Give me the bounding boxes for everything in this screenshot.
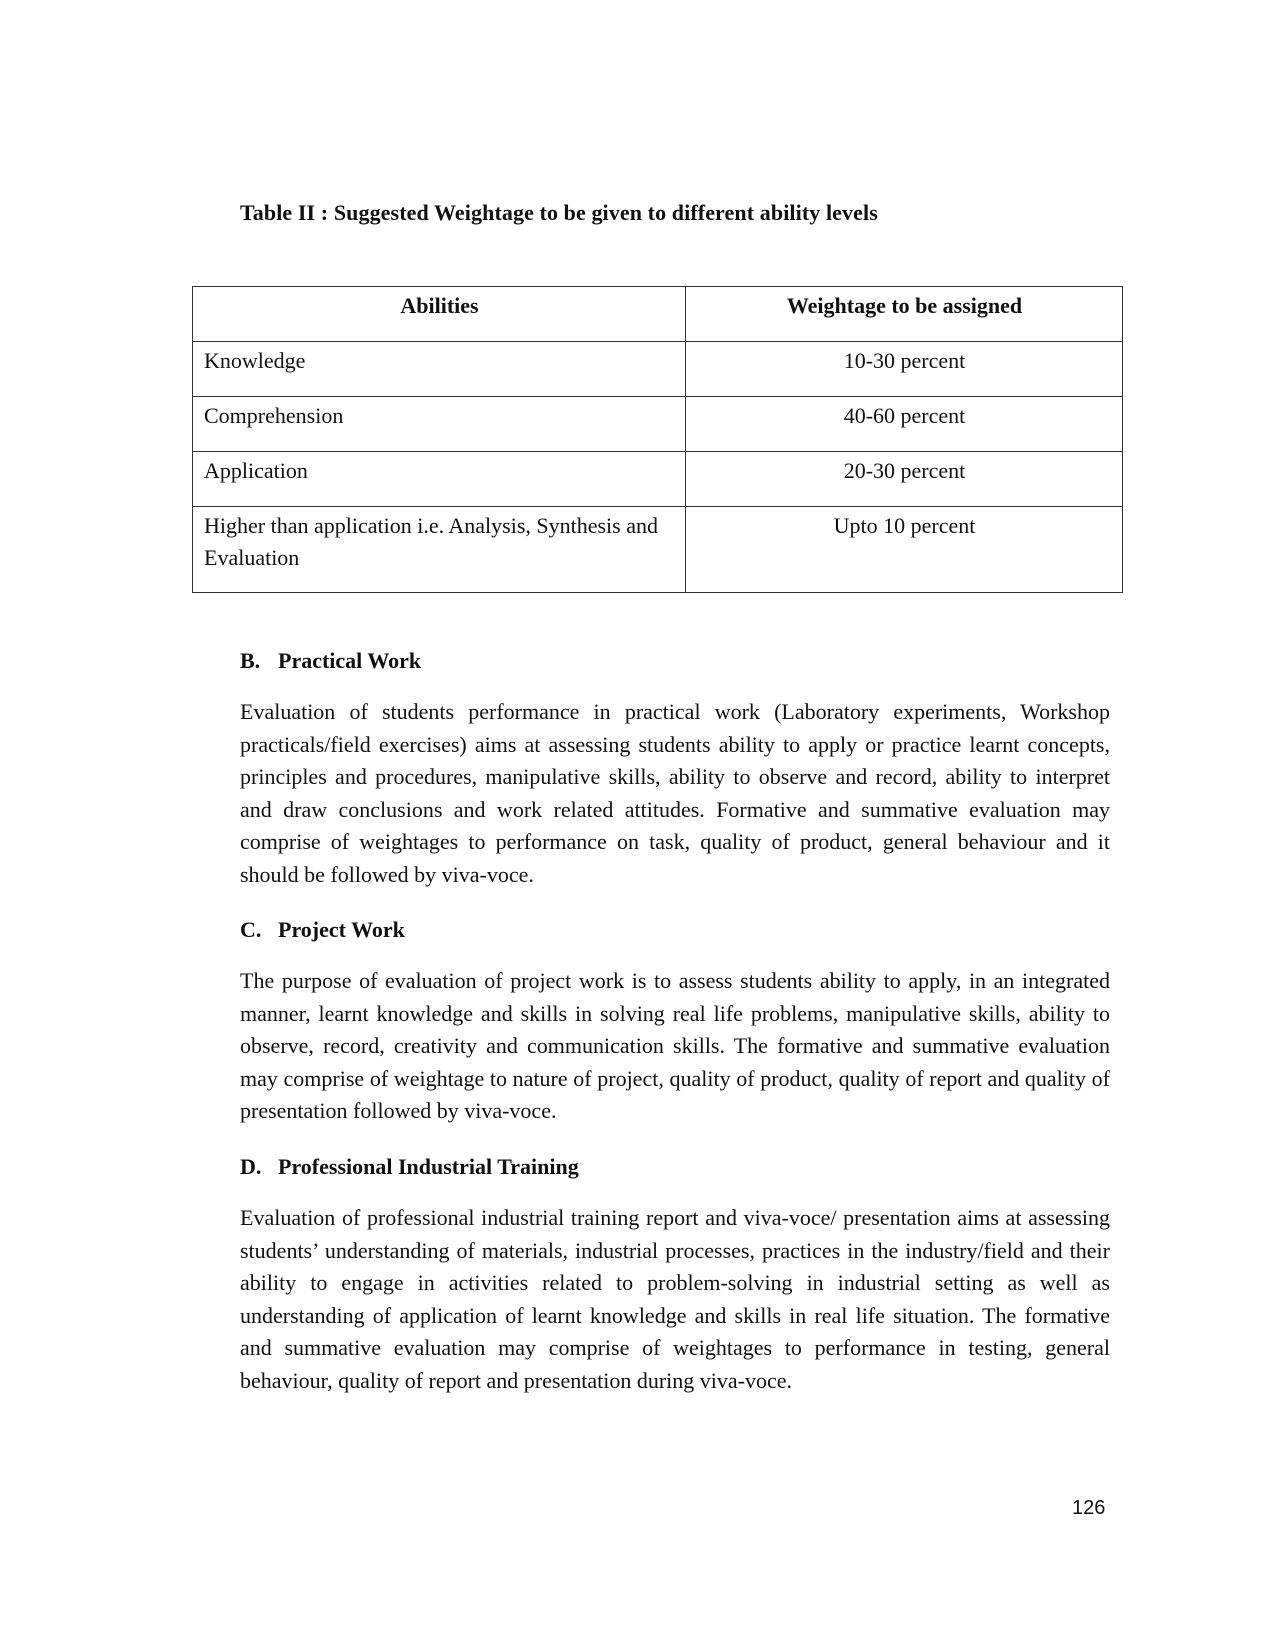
ability-cell: Comprehension xyxy=(193,397,686,452)
section-title: Practical Work xyxy=(278,648,422,673)
weightage-table xyxy=(192,286,1123,593)
weightage-cell: Upto 10 percent xyxy=(686,507,1123,593)
column-header-abilities: Abilities xyxy=(193,287,686,342)
page-number: 126 xyxy=(1072,1497,1106,1519)
weightage-cell: 10-30 percent xyxy=(686,342,1123,397)
section-heading xyxy=(240,914,1110,946)
section-heading xyxy=(240,1151,1110,1183)
ability-cell: Application xyxy=(193,452,686,507)
table-row xyxy=(193,507,1123,593)
weightage-cell: 20-30 percent xyxy=(686,452,1123,507)
section-practical-work xyxy=(240,645,1110,892)
table-row xyxy=(193,342,1123,397)
table-row xyxy=(193,452,1123,507)
weightage-cell: 40-60 percent xyxy=(686,397,1123,452)
section-body: Evaluation of students performance in practical work (Laboratory experiments, Workshop practicals/field exercises) aims at assessing students ability to apply or practice learnt concepts, principles and procedures, manipulative skills, ability to observe and record, ability to interpret and draw conclusions and work related attitudes. Formative and summative evaluation may comprise of weightages to performance on task, quality of product, general behaviour and it should be followed by viva-voce. xyxy=(240,699,1110,887)
section-letter: C. xyxy=(240,917,262,942)
section-letter: B. xyxy=(240,648,261,673)
table-title: Table II : Suggested Weightage to be given to different ability levels xyxy=(240,200,878,225)
section-letter: D. xyxy=(240,1154,262,1179)
ability-cell: Knowledge xyxy=(193,342,686,397)
table-row xyxy=(193,397,1123,452)
section-title: Project Work xyxy=(278,917,405,942)
section-heading xyxy=(240,645,1110,677)
ability-cell: Higher than application i.e. Analysis, Synthesis and Evaluation xyxy=(193,507,686,593)
section-body: Evaluation of professional industrial training report and viva-voce/ presentation aims at assessing students’ understanding of materials, industrial processes, practices in the industry/field and their ability to engage in activities related to problem-solving in industrial setting as well as understanding of application of learnt knowledge and skills in real life situation. The formative and summative evaluation may comprise of weightages to performance in testing, general behaviour, quality of report and presentation during viva-voce. xyxy=(240,1205,1110,1393)
section-professional-industrial-training xyxy=(240,1151,1110,1398)
section-title: Professional Industrial Training xyxy=(278,1154,579,1179)
section-body: The purpose of evaluation of project work is to assess students ability to apply, in an integrated manner, learnt knowledge and skills in solving real life problems, manipulative skills, ability to observe, record, creativity and communication skills. The formative and summative evaluation may comprise of weightage to nature of project, quality of product, quality of report and quality of presentation followed by viva-voce. xyxy=(240,968,1110,1124)
table-header-row xyxy=(193,287,1123,342)
section-project-work xyxy=(240,914,1110,1128)
column-header-weightage: Weightage to be assigned xyxy=(686,287,1123,342)
